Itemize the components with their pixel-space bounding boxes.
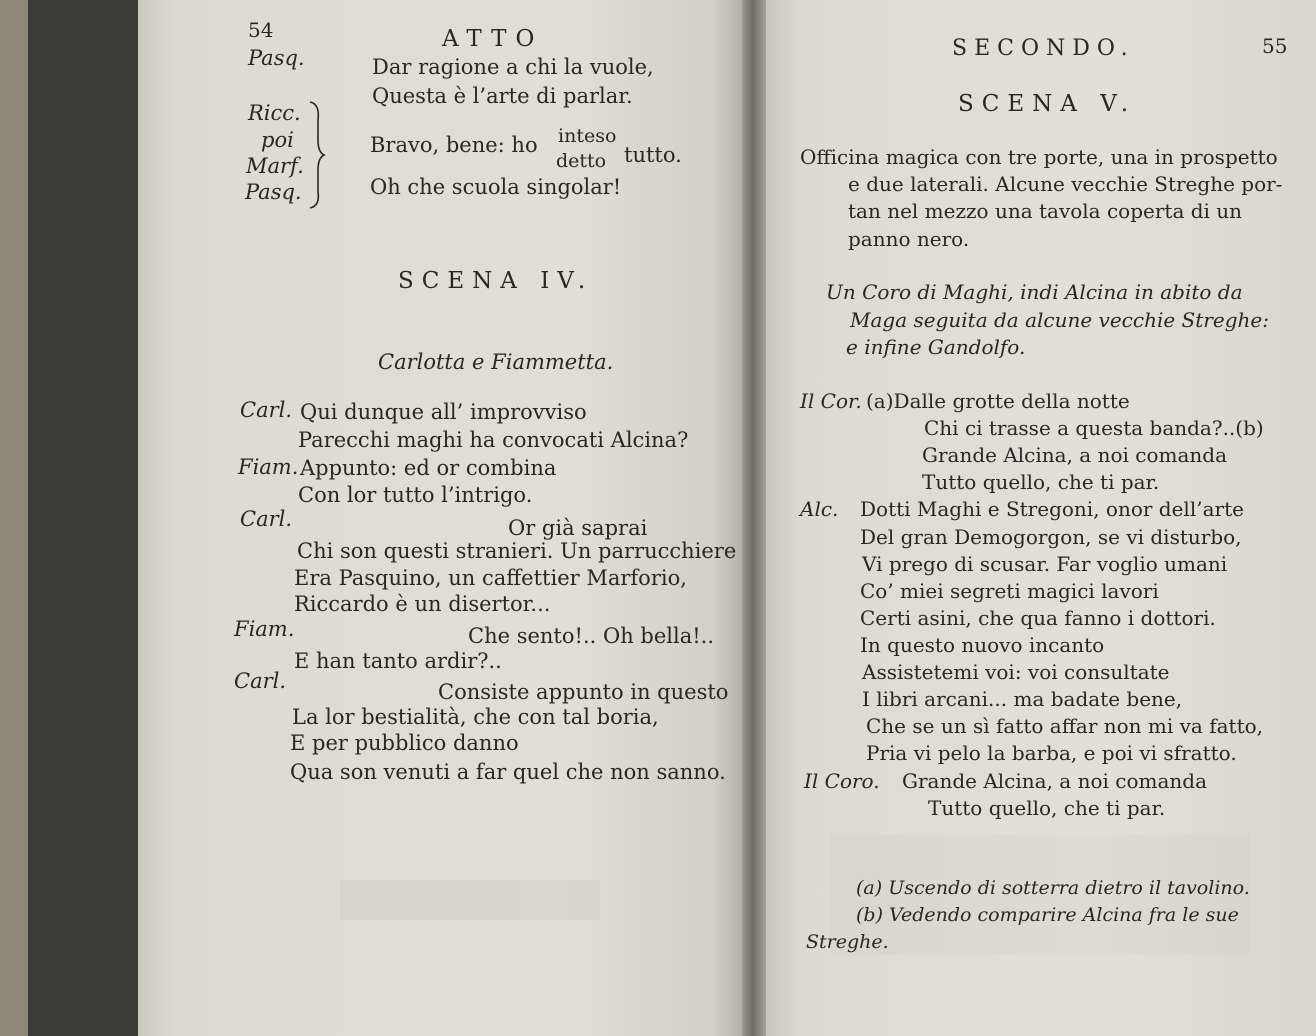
- verse-line: Qua son venuti a far quel che non sanno.: [290, 760, 726, 784]
- verse-line: Chi son questi stranieri. Un parrucchiere: [297, 539, 737, 563]
- verse-line: Tutto quello, che ti par.: [922, 470, 1160, 494]
- verse-line: tutto.: [624, 143, 682, 167]
- speaker-carl: Carl.: [234, 669, 287, 693]
- verse-line: La lor bestialità, che con tal boria,: [292, 705, 659, 729]
- verse-line: E han tanto ardir?..: [294, 649, 502, 673]
- setting-line: e due laterali. Alcune vecchie Streghe por-: [848, 172, 1283, 196]
- verse-line: Certi asini, che qua fanno i dottori.: [860, 606, 1216, 630]
- verse-variant: detto: [556, 150, 607, 172]
- verse-line: Che sento!.. Oh bella!..: [468, 624, 715, 648]
- verse-line: Vi prego di scusar. Far voglio umani: [862, 552, 1228, 576]
- verse-line: I libri arcani... ma badate bene,: [862, 687, 1183, 711]
- verse-line: Qui dunque all’ improvviso: [300, 400, 587, 424]
- footnote-a: (a) Uscendo di sotterra dietro il tavolino.: [856, 877, 1250, 899]
- verse-line: Era Pasquino, un caffettier Marforio,: [294, 566, 687, 590]
- speaker-pasq: Pasq.: [245, 180, 302, 204]
- verse-line: Grande Alcina, a noi comanda: [902, 769, 1207, 793]
- verse-line: Con lor tutto l’intrigo.: [298, 483, 533, 507]
- verse-line: Consiste appunto in questo: [438, 680, 729, 704]
- show-through-shadow: [340, 880, 600, 920]
- scene-characters: Carlotta e Fiammetta.: [378, 350, 614, 374]
- left-running-head: ATTO: [442, 26, 544, 52]
- speaker-ricc: Ricc.: [248, 101, 301, 125]
- verse-line: Che se un sì fatto affar non mi va fatto,: [866, 714, 1264, 738]
- verse-line: Pria vi pelo la barba, e poi vi sfratto.: [866, 741, 1237, 765]
- stage-direction-line: Un Coro di Maghi, indi Alcina in abito da: [826, 280, 1243, 304]
- scene-title-iv: SCENA IV.: [398, 268, 594, 294]
- verse-line: Questa è l’arte di parlar.: [372, 84, 633, 108]
- verse-line: Tutto quello, che ti par.: [928, 796, 1166, 820]
- verse-line: E per pubblico danno: [290, 731, 519, 755]
- verse-line: Grande Alcina, a noi comanda: [922, 443, 1227, 467]
- right-running-head: SECONDO.: [952, 36, 1135, 61]
- scene-title-v: SCENA V.: [958, 91, 1137, 117]
- stage-direction-line: e infine Gandolfo.: [846, 335, 1026, 359]
- verse-variant: inteso: [558, 125, 617, 147]
- verse-line: Dotti Maghi e Stregoni, onor dell’arte: [860, 497, 1244, 521]
- verse-line: Bravo, bene: ho: [370, 133, 538, 157]
- verse-line: Assistetemi voi: voi consultate: [862, 660, 1170, 684]
- speaker-brace: [308, 100, 326, 210]
- left-page-number: 54: [248, 18, 274, 42]
- right-page-number: 55: [1262, 34, 1288, 58]
- setting-line: panno nero.: [848, 227, 970, 251]
- setting-line: Officina magica con tre porte, una in prospetto: [800, 145, 1278, 169]
- book-cover-edge: [28, 0, 140, 1036]
- stage-direction-line: Maga seguita da alcune vecchie Streghe:: [850, 308, 1269, 332]
- book-gutter: [742, 0, 766, 1036]
- verse-line: Oh che scuola singolar!: [370, 175, 622, 199]
- verse-line: Riccardo è un disertor...: [294, 592, 551, 616]
- verse-line: Chi ci trasse a questa banda?..(b): [924, 416, 1264, 440]
- setting-line: tan nel mezzo una tavola coperta di un: [848, 199, 1243, 223]
- verse-line: In questo nuovo incanto: [860, 633, 1105, 657]
- verse-line: (a)Dalle grotte della notte: [866, 389, 1130, 413]
- table-surface: [0, 0, 28, 1036]
- verse-line: Or già saprai: [508, 516, 648, 540]
- footnote-b-continued: Streghe.: [806, 931, 889, 953]
- verse-line: Dar ragione a chi la vuole,: [372, 55, 654, 79]
- speaker-carl: Carl.: [240, 507, 293, 531]
- speaker-poi: poi: [261, 128, 294, 152]
- speaker-coro: Il Coro.: [804, 769, 880, 793]
- speaker-carl: Carl.: [240, 398, 293, 422]
- speaker-marf: Marf.: [246, 154, 304, 178]
- speaker-coro: Il Cor.: [800, 389, 862, 413]
- verse-line: Parecchi maghi ha convocati Alcina?: [298, 428, 689, 452]
- footnote-b: (b) Vedendo comparire Alcina fra le sue: [856, 904, 1239, 926]
- verse-line: Co’ miei segreti magici lavori: [860, 579, 1159, 603]
- speaker-pasq: Pasq.: [248, 46, 305, 70]
- speaker-fiam: Fiam.: [238, 455, 299, 479]
- speaker-alc: Alc.: [800, 497, 839, 521]
- verse-line: Del gran Demogorgon, se vi disturbo,: [860, 525, 1242, 549]
- verse-line: Appunto: ed or combina: [300, 456, 557, 480]
- speaker-fiam: Fiam.: [234, 617, 295, 641]
